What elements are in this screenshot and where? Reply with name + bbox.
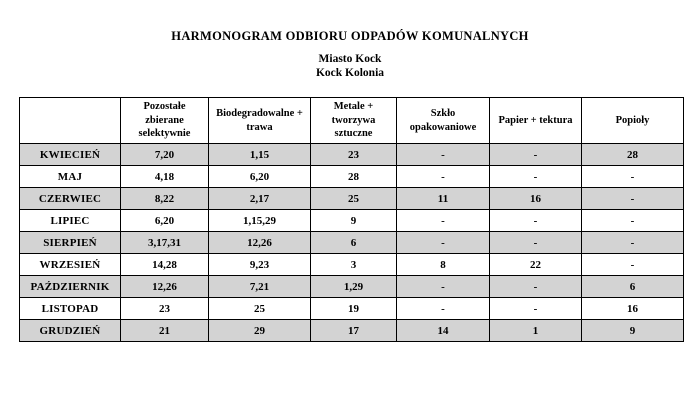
value-cell: - [490,210,582,232]
value-cell: 7,20 [121,144,209,166]
value-cell: 3,17,31 [121,232,209,254]
waste-type-column-header: Szkło opakowaniowe [397,98,490,144]
value-cell: - [397,144,490,166]
value-cell: 23 [311,144,397,166]
month-cell: GRUDZIEŃ [20,320,121,342]
value-cell: 8 [397,254,490,276]
table-row [20,144,684,166]
value-cell: 29 [209,320,311,342]
table-row [20,232,684,254]
month-cell: CZERWIEC [20,188,121,210]
value-cell: 11 [397,188,490,210]
value-cell: 14 [397,320,490,342]
value-cell: - [582,188,684,210]
month-column-header [20,98,121,144]
waste-type-column-header: Pozostałe zbierane selektywnie [121,98,209,144]
table-row [20,298,684,320]
value-cell: - [582,254,684,276]
value-cell: 6,20 [209,166,311,188]
value-cell: 28 [311,166,397,188]
page-title: HARMONOGRAM ODBIORU ODPADÓW KOMUNALNYCH [171,29,529,43]
value-cell: - [490,298,582,320]
month-cell: KWIECIEŃ [20,144,121,166]
month-cell: MAJ [20,166,121,188]
value-cell: 1 [490,320,582,342]
page-subtitle [0,53,700,80]
value-cell: 22 [490,254,582,276]
value-cell: 6 [311,232,397,254]
value-cell: - [397,298,490,320]
value-cell: 9,23 [209,254,311,276]
waste-type-column-header: Biodegradowalne + trawa [209,98,311,144]
table-row [20,254,684,276]
table-row [20,166,684,188]
subtitle-city: Miasto Kock [318,53,382,65]
value-cell: 3 [311,254,397,276]
waste-schedule-table [19,97,684,342]
table-body [20,144,684,342]
waste-type-column-header: Papier + tektura [490,98,582,144]
subtitle-locality: Kock Kolonia [315,66,385,79]
header-row [20,98,684,144]
value-cell: 2,17 [209,188,311,210]
value-cell: 6,20 [121,210,209,232]
value-cell: - [397,166,490,188]
value-cell: 6 [582,276,684,298]
value-cell: 12,26 [121,276,209,298]
value-cell: 23 [121,298,209,320]
value-cell: 14,28 [121,254,209,276]
value-cell: 9 [582,320,684,342]
value-cell: - [490,166,582,188]
value-cell: - [582,232,684,254]
value-cell: 21 [121,320,209,342]
table-row [20,276,684,298]
value-cell: - [397,276,490,298]
month-cell: LISTOPAD [20,298,121,320]
waste-type-column-header: Metale + tworzywa sztuczne [311,98,397,144]
value-cell: - [397,232,490,254]
value-cell: 12,26 [209,232,311,254]
value-cell: - [490,276,582,298]
value-cell: 7,21 [209,276,311,298]
value-cell: - [582,166,684,188]
month-cell: WRZESIEŃ [20,254,121,276]
value-cell: 17 [311,320,397,342]
value-cell: 9 [311,210,397,232]
value-cell: - [490,144,582,166]
value-cell: 28 [582,144,684,166]
month-cell: SIERPIEŃ [20,232,121,254]
value-cell: 25 [311,188,397,210]
value-cell: 1,15,29 [209,210,311,232]
value-cell: - [582,210,684,232]
value-cell: 1,29 [311,276,397,298]
table-row [20,188,684,210]
value-cell: 25 [209,298,311,320]
table-row [20,210,684,232]
month-cell: LIPIEC [20,210,121,232]
table-row [20,320,684,342]
month-cell: PAŹDZIERNIK [20,276,121,298]
value-cell: 16 [582,298,684,320]
value-cell: 16 [490,188,582,210]
value-cell: - [397,210,490,232]
value-cell: 19 [311,298,397,320]
value-cell: 4,18 [121,166,209,188]
value-cell: - [490,232,582,254]
value-cell: 1,15 [209,144,311,166]
value-cell: 8,22 [121,188,209,210]
table-header [20,98,684,144]
waste-type-column-header: Popioły [582,98,684,144]
